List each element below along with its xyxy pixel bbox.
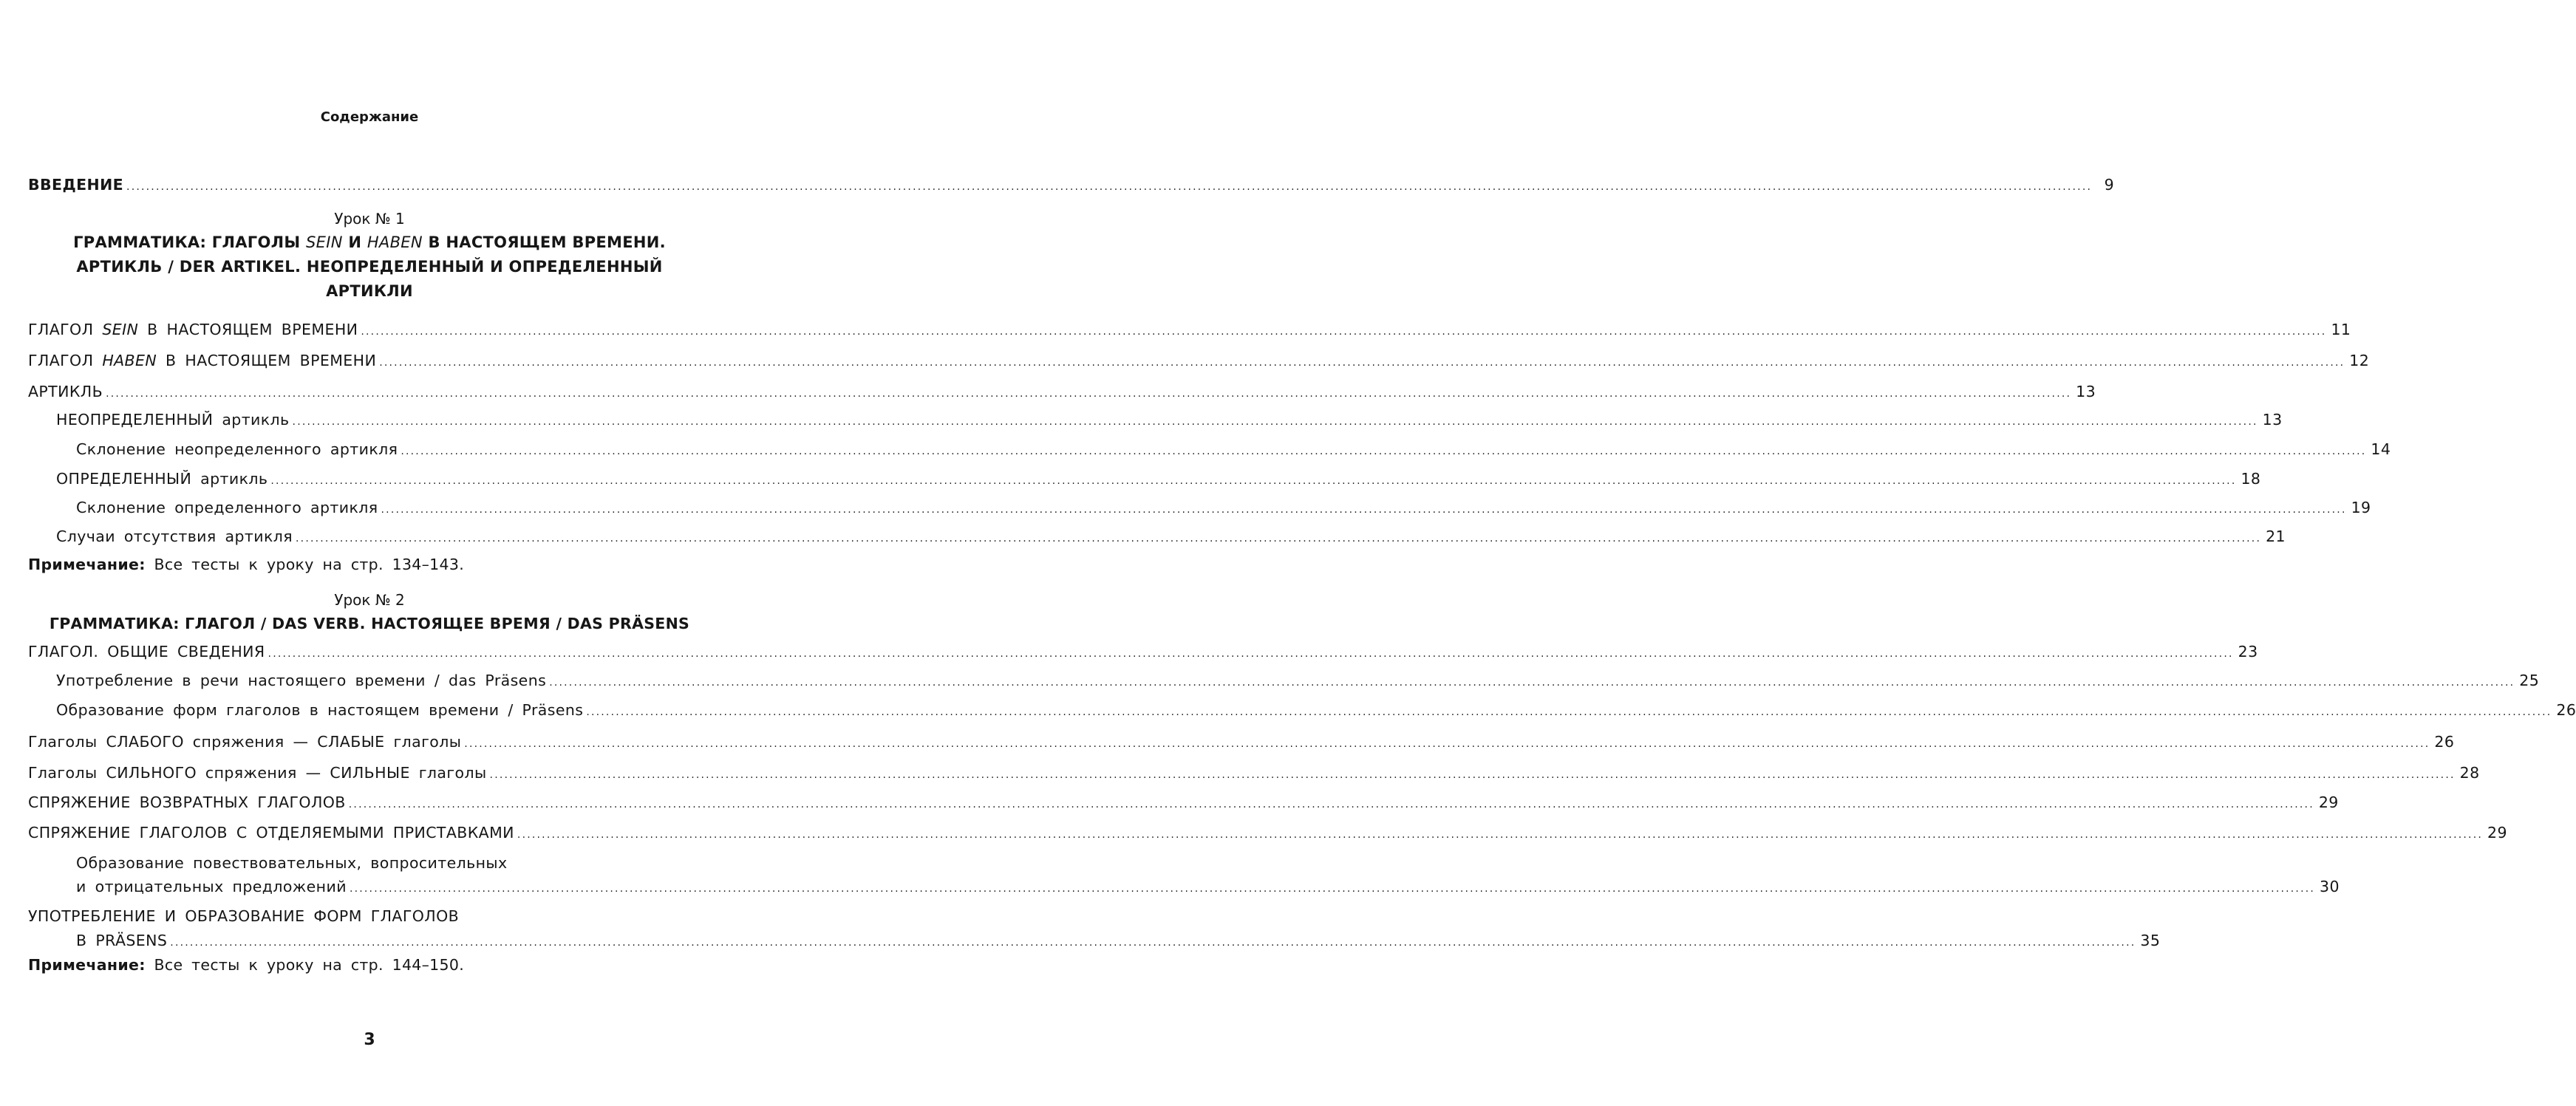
toc-entry-label: Употребление в речи настоящего времени / das Präsens [56, 672, 547, 689]
note-text: Все тесты к уроку на стр. 144–150. [145, 956, 465, 974]
leader-dots: ................................................................................................................................................................................................................................................................................................................................................................................................................ [489, 769, 2456, 781]
toc-entry-label: Образование форм глаголов в настоящем времени / Präsens [56, 701, 584, 719]
leader-dots: ................................................................................................................................................................................................................................................................................................................................................................................................................ [586, 706, 2552, 718]
leader-dots: ................................................................................................................................................................................................................................................................................................................................................................................................................ [379, 357, 2345, 369]
toc-entry-page: 29 [2318, 793, 2339, 811]
toc-entry-line-1[interactable]: УПОТРЕБЛЕНИЕ И ОБРАЗОВАНИЕ ФОРМ ГЛАГОЛОВ [28, 907, 460, 925]
toc-entry-page: 29 [2487, 824, 2507, 842]
toc-entry[interactable] [28, 383, 2096, 408]
toc-entry-label: АРТИКЛЬ [28, 383, 103, 400]
leader-dots: ................................................................................................................................................................................................................................................................................................................................................................................................................ [381, 504, 2347, 516]
toc-entry[interactable] [56, 701, 2576, 726]
toc-entry[interactable] [76, 499, 2371, 524]
toc-entry-label: СПРЯЖЕНИЕ ГЛАГОЛОВ С ОТДЕЛЯЕМЫМИ ПРИСТАВКАМИ [28, 824, 514, 842]
toc-entry-line-1[interactable]: Образование повествовательных, вопросительных [76, 854, 508, 872]
toc-entry[interactable] [28, 643, 2258, 668]
leader-dots: ................................................................................................................................................................................................................................................................................................................................................................................................................ [517, 829, 2483, 841]
toc-entry[interactable] [56, 528, 2286, 553]
toc-entry-page: 19 [2351, 499, 2371, 516]
toc-entry-page: 28 [2459, 764, 2480, 782]
leader-dots: ................................................................................................................................................................................................................................................................................................................................................................................................................ [361, 326, 2327, 338]
toc-entry-label: Глаголы СИЛЬНОГО спряжения — СИЛЬНЫЕ глаголы [28, 764, 487, 782]
toc-entry-intro[interactable] [28, 176, 2115, 201]
toc-entry-page: 30 [2320, 878, 2340, 895]
toc-entry-page: 9 [2104, 176, 2115, 194]
toc-entry[interactable] [56, 672, 2540, 697]
toc-entry-page: 13 [2262, 411, 2283, 429]
toc-entry[interactable] [76, 440, 2391, 465]
lesson-1-heading-line-3: АРТИКЛИ [326, 282, 413, 300]
toc-entry[interactable] [76, 932, 2161, 957]
toc-entry-page: 14 [2371, 440, 2391, 458]
page-number: 3 [364, 1031, 375, 1049]
toc-entry[interactable] [28, 793, 2339, 819]
toc-entry-label: ВВЕДЕНИЕ [28, 176, 124, 194]
leader-dots: ................................................................................................................................................................................................................................................................................................................................................................................................................ [126, 181, 2093, 193]
lesson-1-heading-line-2: АРТИКЛЬ / DER ARTIKEL. НЕОПРЕДЕЛЕННЫЙ И ОПРЕДЕЛЕННЫЙ [76, 258, 663, 276]
toc-entry[interactable] [28, 352, 2370, 377]
toc-entry[interactable] [56, 470, 2261, 495]
toc-entry-label: СПРЯЖЕНИЕ ВОЗВРАТНЫХ ГЛАГОЛОВ [28, 793, 346, 811]
leader-dots: ................................................................................................................................................................................................................................................................................................................................................................................................................ [292, 416, 2258, 428]
leader-dots: ................................................................................................................................................................................................................................................................................................................................................................................................................ [348, 799, 2314, 810]
toc-entry[interactable] [76, 878, 2340, 903]
toc-entry[interactable] [28, 824, 2507, 849]
lesson-2-header: Урок № 2 [334, 591, 405, 609]
lesson-2-heading: ГРАММАТИКА: ГЛАГОЛ / DAS VERB. НАСТОЯЩЕЕ ВРЕМЯ / DAS PRÄSENS [49, 615, 690, 632]
toc-entry-label: ГЛАГОЛ SEIN В НАСТОЯЩЕМ ВРЕМЕНИ [28, 321, 358, 338]
toc-entry-page: 26 [2556, 701, 2576, 719]
toc-entry-label: НЕОПРЕДЕЛЕННЫЙ артикль [56, 411, 290, 429]
leader-dots: ................................................................................................................................................................................................................................................................................................................................................................................................................ [170, 937, 2136, 949]
toc-entry-label: и отрицательных предложений [76, 878, 347, 895]
toc-entry-page: 12 [2349, 352, 2370, 369]
page-title: Содержание [320, 109, 419, 125]
leader-dots: ................................................................................................................................................................................................................................................................................................................................................................................................................ [401, 446, 2367, 457]
note-label: Примечание: [28, 956, 146, 974]
leader-dots: ................................................................................................................................................................................................................................................................................................................................................................................................................ [549, 677, 2515, 689]
leader-dots: ................................................................................................................................................................................................................................................................................................................................................................................................................ [270, 475, 2237, 487]
lesson-1-note [28, 556, 464, 573]
toc-entry-label: Глаголы СЛАБОГО спряжения — СЛАБЫЕ глаголы [28, 733, 462, 751]
toc-entry[interactable] [56, 411, 2283, 436]
leader-dots: ................................................................................................................................................................................................................................................................................................................................................................................................................ [296, 533, 2262, 545]
toc-entry-page: 26 [2434, 733, 2455, 751]
lesson-1-header: Урок № 1 [334, 210, 405, 228]
toc-entry-page: 13 [2076, 383, 2096, 400]
note-label: Примечание: [28, 556, 146, 573]
lesson-2-note [28, 956, 464, 974]
toc-entry[interactable] [28, 764, 2480, 789]
toc-entry-label: Склонение неопределенного артикля [76, 440, 398, 458]
leader-dots: ................................................................................................................................................................................................................................................................................................................................................................................................................ [464, 738, 2430, 750]
toc-entry-label: В PRÄSENS [76, 932, 168, 949]
toc-entry-label: ОПРЕДЕЛЕННЫЙ артикль [56, 470, 268, 488]
toc-entry-page: 35 [2140, 932, 2161, 949]
toc-entry-label: ГЛАГОЛ. ОБЩИЕ СВЕДЕНИЯ [28, 643, 265, 660]
leader-dots: ................................................................................................................................................................................................................................................................................................................................................................................................................ [268, 648, 2234, 660]
toc-entry-label: Склонение определенного артикля [76, 499, 378, 516]
leader-dots: ................................................................................................................................................................................................................................................................................................................................................................................................................ [106, 388, 2072, 400]
lesson-1-heading-line-1: ГРАММАТИКА: ГЛАГОЛЫ SEIN И HABEN В НАСТОЯЩЕМ ВРЕМЕНИ. [73, 233, 666, 251]
toc-entry[interactable] [28, 321, 2351, 346]
toc-entry-label: ГЛАГОЛ HABEN В НАСТОЯЩЕМ ВРЕМЕНИ [28, 352, 377, 369]
toc-entry-page: 21 [2266, 528, 2286, 545]
toc-entry-label: Случаи отсутствия артикля [56, 528, 293, 545]
toc-entry-page: 11 [2331, 321, 2351, 338]
note-text: Все тесты к уроку на стр. 134–143. [145, 556, 465, 573]
toc-entry[interactable] [28, 733, 2455, 758]
toc-entry-page: 25 [2519, 672, 2540, 689]
toc-entry-page: 23 [2238, 643, 2258, 660]
leader-dots: ................................................................................................................................................................................................................................................................................................................................................................................................................ [349, 883, 2316, 895]
toc-entry-page: 18 [2241, 470, 2261, 488]
